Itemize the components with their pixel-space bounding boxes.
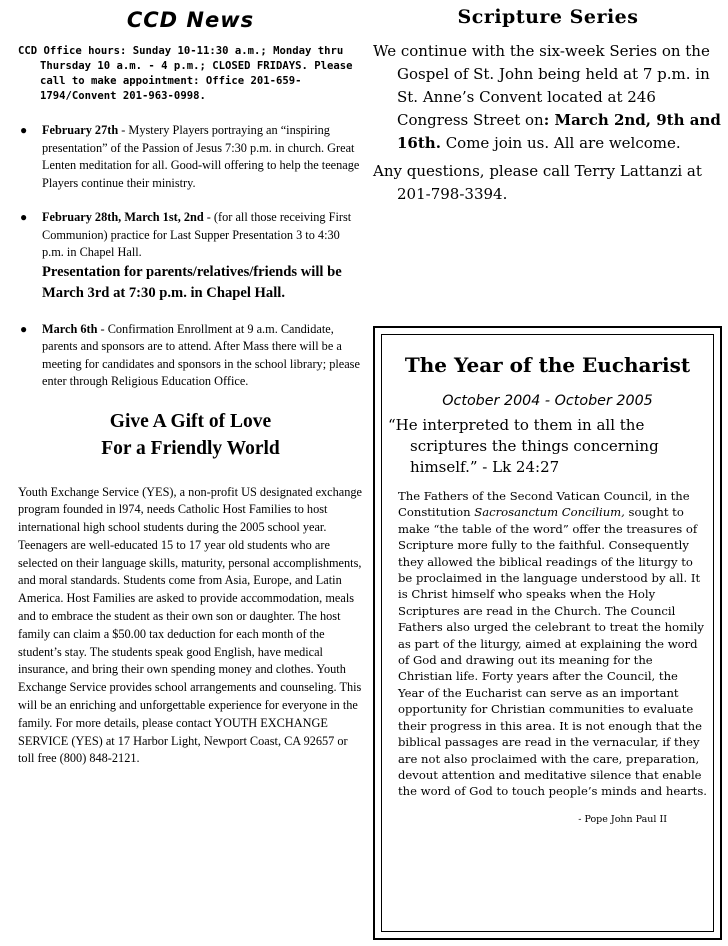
eucharist-body-post: sought to make “the table of the word” offer the treasures of Scripture more fully to the faithful. Consequently they allowed the biblical readings of the liturgy to be proclaimed in the language understood by all. It is Christ himself who speaks when the Holy Scriptures are read in the Church. The Council Fathers also urged the celebrant to treat the homily as part of the liturgy, aimed at explaining the word of God and drawing out its meaning for the Christian life. Forty years after the Council, the Year of the Eucharist can serve as an important opportunity for Christian communities to evaluate their progress in this area. It is not enough that the biblical passages are read in the vernacular, if they are not also proclaimed with the care, preparation, devout attention and meditative silence that enable the word of God to touch people’s minds and hearts.	[398, 505, 707, 799]
ccd-event-list	[18, 122, 363, 391]
event-item	[18, 209, 363, 304]
eucharist-body-pre: The Fathers of the Second Vatican Council, in the Constitution	[398, 489, 690, 520]
scripture-contact: Any questions, please call Terry Lattanzi at 201-798-3394.	[373, 162, 702, 203]
eucharist-signature: - Pope John Paul II	[578, 813, 667, 825]
eucharist-quote: “He interpreted to them in all the scriptures the things concerning himself.” - Lk 24:27	[388, 416, 659, 476]
scripture-series-title: Scripture Series	[457, 6, 639, 28]
event-emphasis: Presentation for parents/relatives/friends will be March 3rd at 7:30 p.m. in Chapel Hall.	[42, 263, 342, 301]
eucharist-box	[373, 326, 722, 940]
ccd-office-hours: CCD Office hours: Sunday 10-11:30 a.m.; Monday thru Thursday 10 a.m. - 4 p.m.; CLOSED FRIDAYS. Please call to make appointment: Office 201-659-1794/Convent 201-963-0998.	[18, 45, 353, 102]
event-date: March 6th	[42, 321, 98, 336]
scripture-paragraph	[373, 40, 723, 155]
gift-title-line1: Give A Gift of Love	[109, 410, 272, 432]
eucharist-body-italic: Sacrosanctum Concilium,	[474, 505, 625, 520]
eucharist-title: The Year of the Eucharist	[404, 353, 691, 377]
gift-body: Youth Exchange Service (YES), a non-profit US designated exchange program founded in l974, needs Catholic Host Families to host international high school students during the 2005 school year. Teenagers are well-educated 15 to 17 year old students who are selected on their language skills, maturity, personal accomplishments, and moral standards. Students come from Asia, Europe, and Latin America. Host Families are asked to provide accommodation, meals and to embrace the student as their own son or daughter. The host family can claim a $50.00 tax deduction for each month of the student’s stay. The students speak good English, have medical insurance, and bring their own spending money and clothes. Youth Exchange Service provides school arrangements and counseling. This will be an enriching and unforgettable experience for everyone in the family. For more details, please contact YOUTH EXCHANGE SERVICE (YES) at 17 Harbor Light, Newport Coast, CA 92657 or toll free (800) 848-2121.	[18, 484, 363, 766]
bullet-icon: ●	[20, 210, 28, 224]
bullet-icon: ●	[20, 321, 28, 336]
scripture-dates: : March 2nd, 9th and 16th.	[397, 111, 721, 152]
bullet-icon: ●	[20, 123, 28, 137]
left-column	[18, 8, 363, 768]
ccd-news-title: CCD News	[126, 8, 255, 32]
event-text: - Confirmation Enrollment at 9 a.m. Candidate, parents and sponsors are to attend. After Mass there will be a meeting for candidates and sponsors in the school library; please enter through Religious Education Office.	[42, 321, 360, 388]
eucharist-dates: October 2004 - October 2005	[442, 393, 653, 409]
event-item	[18, 122, 363, 192]
gift-title-line2: For a Friendly World	[101, 437, 280, 459]
gift-title	[18, 408, 363, 462]
event-text: - Mystery Players portraying an “inspiring presentation” of the Passion of Jesus 7:30 p.m. in church. Great Lenten meditation for all. Good-will offering to help the teenage Players continue their ministry.	[42, 123, 360, 190]
event-date: February 28th, March 1st, 2nd	[42, 210, 204, 224]
event-item	[18, 321, 363, 391]
eucharist-box-inner	[381, 334, 714, 932]
event-date: February 27th	[42, 123, 119, 137]
scripture-tail: Come join us. All are welcome.	[440, 134, 681, 152]
scripture-text: We continue with the six-week Series on the Gospel of St. John being held at 7 p.m. in St. Anne’s Convent located at 246 Congress Street on	[373, 42, 710, 129]
eucharist-body	[398, 488, 707, 800]
event-text: - (for all those receiving First Communion) practice for Last Supper Presentation 3 to 4:30 p.m. in Chapel Hall.	[42, 210, 352, 259]
right-column	[373, 6, 723, 206]
